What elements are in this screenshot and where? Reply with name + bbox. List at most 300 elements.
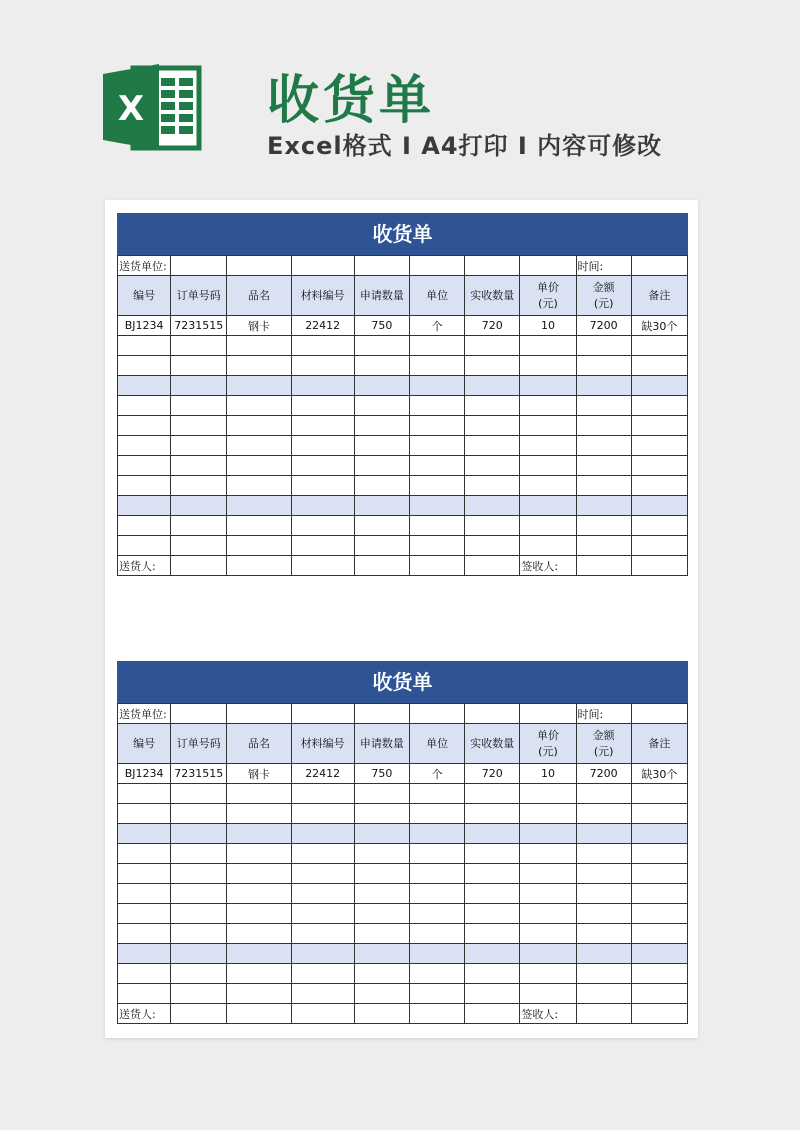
table-cell[interactable]: 7231515: [171, 316, 227, 336]
table-cell[interactable]: [227, 784, 291, 804]
table-cell[interactable]: [354, 844, 409, 864]
table-cell[interactable]: [576, 824, 631, 844]
table-cell[interactable]: [631, 844, 687, 864]
table-cell[interactable]: [118, 496, 171, 516]
table-cell[interactable]: [354, 924, 409, 944]
time-label[interactable]: 时间:: [576, 704, 631, 724]
table-cell[interactable]: [465, 336, 520, 356]
table-cell[interactable]: 钢卡: [227, 316, 291, 336]
table-cell[interactable]: [291, 984, 354, 1004]
table-cell[interactable]: 7200: [576, 316, 631, 336]
table-cell[interactable]: [520, 436, 576, 456]
table-cell[interactable]: [631, 496, 687, 516]
table-cell[interactable]: [631, 336, 687, 356]
table-cell[interactable]: [118, 396, 171, 416]
table-cell[interactable]: [520, 924, 576, 944]
table-cell[interactable]: 750: [354, 764, 409, 784]
table-cell[interactable]: [291, 336, 354, 356]
table-cell[interactable]: [520, 804, 576, 824]
blank-cell[interactable]: [291, 556, 354, 576]
table-cell[interactable]: [227, 456, 291, 476]
table-cell[interactable]: [227, 376, 291, 396]
table-cell[interactable]: [291, 944, 354, 964]
table-cell[interactable]: [227, 924, 291, 944]
table-cell[interactable]: [291, 904, 354, 924]
table-cell[interactable]: [520, 356, 576, 376]
table-cell[interactable]: [354, 884, 409, 904]
receiver-label[interactable]: 签收人:: [520, 1004, 576, 1024]
table-cell[interactable]: [576, 884, 631, 904]
table-cell[interactable]: [520, 476, 576, 496]
table-cell[interactable]: [409, 516, 464, 536]
blank-cell[interactable]: [409, 1004, 464, 1024]
table-cell[interactable]: [354, 476, 409, 496]
table-cell[interactable]: [576, 784, 631, 804]
blank-cell[interactable]: [631, 556, 687, 576]
table-cell[interactable]: [291, 844, 354, 864]
table-cell[interactable]: [520, 396, 576, 416]
column-header: 金额 (元): [576, 276, 631, 316]
blank-cell[interactable]: [171, 556, 227, 576]
column-header: 金额 (元): [576, 724, 631, 764]
blank-cell[interactable]: [171, 1004, 227, 1024]
time-label[interactable]: 时间:: [576, 256, 631, 276]
table-cell[interactable]: [291, 536, 354, 556]
table-cell[interactable]: [118, 904, 171, 924]
blank-cell[interactable]: [409, 556, 464, 576]
table-cell[interactable]: [354, 904, 409, 924]
table-cell[interactable]: [227, 964, 291, 984]
blank-cell[interactable]: [576, 556, 631, 576]
table-cell[interactable]: [118, 864, 171, 884]
table-cell[interactable]: [171, 436, 227, 456]
table-cell[interactable]: [465, 496, 520, 516]
table-cell[interactable]: [631, 356, 687, 376]
table-cell[interactable]: [354, 336, 409, 356]
table-cell[interactable]: [465, 824, 520, 844]
table-cell[interactable]: [354, 396, 409, 416]
table-cell[interactable]: [171, 376, 227, 396]
table-cell[interactable]: 720: [465, 764, 520, 784]
table-row: [118, 964, 688, 984]
table-cell[interactable]: [118, 784, 171, 804]
table-cell[interactable]: [631, 904, 687, 924]
table-cell[interactable]: [171, 964, 227, 984]
table-cell[interactable]: [291, 476, 354, 496]
table-cell[interactable]: [520, 496, 576, 516]
table-cell[interactable]: [631, 984, 687, 1004]
table-cell[interactable]: [291, 416, 354, 436]
table-cell[interactable]: [171, 804, 227, 824]
table-cell[interactable]: [576, 436, 631, 456]
table-cell[interactable]: [227, 844, 291, 864]
table-cell[interactable]: [118, 416, 171, 436]
table-cell[interactable]: [576, 496, 631, 516]
table-cell[interactable]: [520, 944, 576, 964]
table-cell[interactable]: [465, 784, 520, 804]
table-cell[interactable]: [409, 436, 464, 456]
table-cell[interactable]: [409, 476, 464, 496]
table-cell[interactable]: [631, 516, 687, 536]
table-cell[interactable]: [576, 396, 631, 416]
table-cell[interactable]: [409, 884, 464, 904]
table-cell[interactable]: [576, 944, 631, 964]
table-cell[interactable]: [227, 904, 291, 924]
blank-cell[interactable]: [465, 1004, 520, 1024]
table-cell[interactable]: [576, 416, 631, 436]
table-cell[interactable]: [354, 436, 409, 456]
column-header: 编号: [118, 276, 171, 316]
table-cell[interactable]: [118, 516, 171, 536]
blank-cell[interactable]: [465, 256, 520, 276]
column-header: 编号: [118, 724, 171, 764]
table-cell[interactable]: [576, 376, 631, 396]
table-cell[interactable]: [631, 824, 687, 844]
table-cell[interactable]: [227, 984, 291, 1004]
table-cell[interactable]: [576, 516, 631, 536]
table-cell[interactable]: [409, 924, 464, 944]
table-cell[interactable]: 缺30个: [631, 764, 687, 784]
table-cell[interactable]: [291, 884, 354, 904]
table-cell[interactable]: 个: [409, 764, 464, 784]
table-row: [118, 884, 688, 904]
table-cell[interactable]: [291, 516, 354, 536]
table-cell[interactable]: 7231515: [171, 764, 227, 784]
blank-cell[interactable]: [291, 1004, 354, 1024]
table-cell[interactable]: [171, 864, 227, 884]
excel-icon: [103, 62, 207, 152]
table-cell[interactable]: [465, 844, 520, 864]
table-cell[interactable]: [631, 784, 687, 804]
table-cell[interactable]: [520, 864, 576, 884]
table-cell[interactable]: 7200: [576, 764, 631, 784]
sender-label[interactable]: 送货人:: [118, 556, 171, 576]
table-cell[interactable]: [409, 964, 464, 984]
table-cell[interactable]: [171, 904, 227, 924]
table-row: [118, 784, 688, 804]
table-cell[interactable]: 750: [354, 316, 409, 336]
blank-cell[interactable]: [171, 256, 227, 276]
table-cell[interactable]: [576, 804, 631, 824]
table-row: [118, 904, 688, 924]
table-cell[interactable]: [576, 864, 631, 884]
table-cell[interactable]: [354, 456, 409, 476]
table-cell[interactable]: [409, 824, 464, 844]
table-cell[interactable]: [465, 864, 520, 884]
table-cell[interactable]: [465, 456, 520, 476]
table-cell[interactable]: [409, 804, 464, 824]
table-cell[interactable]: [171, 536, 227, 556]
table-cell[interactable]: [465, 436, 520, 456]
blank-cell[interactable]: [227, 256, 291, 276]
receiver-label[interactable]: 签收人:: [520, 556, 576, 576]
table-cell[interactable]: [409, 784, 464, 804]
table-cell[interactable]: [171, 824, 227, 844]
table-cell[interactable]: [465, 416, 520, 436]
table-cell[interactable]: [291, 496, 354, 516]
column-header: 申请数量: [354, 276, 409, 316]
receipt-form: [117, 661, 688, 1024]
table-cell[interactable]: 钢卡: [227, 764, 291, 784]
table-cell[interactable]: [227, 536, 291, 556]
sender-unit-label[interactable]: 送货单位:: [118, 704, 171, 724]
table-cell[interactable]: [118, 476, 171, 496]
table-cell[interactable]: [171, 396, 227, 416]
blank-cell[interactable]: [354, 1004, 409, 1024]
table-cell[interactable]: 720: [465, 316, 520, 336]
table-cell[interactable]: [171, 496, 227, 516]
table-cell[interactable]: [465, 376, 520, 396]
table-cell[interactable]: [227, 944, 291, 964]
table-cell[interactable]: [631, 456, 687, 476]
table-cell[interactable]: [520, 884, 576, 904]
table-cell[interactable]: [171, 944, 227, 964]
table-cell[interactable]: [520, 516, 576, 536]
table-cell[interactable]: [576, 924, 631, 944]
table-cell[interactable]: 22412: [291, 316, 354, 336]
table-cell[interactable]: [354, 984, 409, 1004]
table-cell[interactable]: [576, 476, 631, 496]
table-row: [118, 764, 688, 784]
blank-cell[interactable]: [354, 556, 409, 576]
table-cell[interactable]: [118, 944, 171, 964]
table-cell[interactable]: [576, 336, 631, 356]
table-cell[interactable]: [409, 536, 464, 556]
table-cell[interactable]: [227, 436, 291, 456]
table-cell[interactable]: [409, 416, 464, 436]
sender-unit-label[interactable]: 送货单位:: [118, 256, 171, 276]
blank-cell[interactable]: [171, 704, 227, 724]
table-cell[interactable]: [118, 336, 171, 356]
table-cell[interactable]: [227, 396, 291, 416]
blank-cell[interactable]: [520, 256, 576, 276]
table-cell[interactable]: [520, 784, 576, 804]
table-cell[interactable]: [291, 964, 354, 984]
table-cell[interactable]: [465, 516, 520, 536]
table-cell[interactable]: [227, 884, 291, 904]
table-cell[interactable]: [520, 416, 576, 436]
table-cell[interactable]: [227, 804, 291, 824]
blank-cell[interactable]: [291, 256, 354, 276]
table-cell[interactable]: [631, 436, 687, 456]
table-cell[interactable]: [118, 804, 171, 824]
blank-cell[interactable]: [354, 704, 409, 724]
table-cell[interactable]: [409, 864, 464, 884]
table-cell[interactable]: [520, 376, 576, 396]
table-cell[interactable]: [354, 784, 409, 804]
table-cell[interactable]: [118, 984, 171, 1004]
blank-cell[interactable]: [576, 1004, 631, 1024]
table-cell[interactable]: [409, 496, 464, 516]
table-cell[interactable]: [465, 964, 520, 984]
table-cell[interactable]: [409, 376, 464, 396]
table-cell[interactable]: [171, 356, 227, 376]
table-cell[interactable]: [354, 416, 409, 436]
table-cell[interactable]: [465, 984, 520, 1004]
table-cell[interactable]: [631, 964, 687, 984]
table-cell[interactable]: [118, 884, 171, 904]
column-header: 材料编号: [291, 276, 354, 316]
table-cell[interactable]: [520, 904, 576, 924]
table-cell[interactable]: [354, 536, 409, 556]
table-cell[interactable]: [465, 924, 520, 944]
table-cell[interactable]: [291, 396, 354, 416]
table-cell[interactable]: [631, 396, 687, 416]
sender-label[interactable]: 送货人:: [118, 1004, 171, 1024]
blank-cell[interactable]: [631, 1004, 687, 1024]
table-cell[interactable]: [631, 804, 687, 824]
blank-cell[interactable]: [227, 556, 291, 576]
table-cell[interactable]: [354, 964, 409, 984]
table-cell[interactable]: [520, 456, 576, 476]
table-cell[interactable]: [171, 336, 227, 356]
table-cell[interactable]: [227, 356, 291, 376]
blank-cell[interactable]: [291, 704, 354, 724]
table-cell[interactable]: [520, 984, 576, 1004]
table-cell[interactable]: [409, 456, 464, 476]
table-cell[interactable]: [354, 516, 409, 536]
table-cell[interactable]: [118, 456, 171, 476]
table-cell[interactable]: [227, 824, 291, 844]
table-cell[interactable]: [576, 844, 631, 864]
blank-cell[interactable]: [227, 1004, 291, 1024]
table-cell[interactable]: [576, 456, 631, 476]
table-cell[interactable]: 缺30个: [631, 316, 687, 336]
blank-cell[interactable]: [227, 704, 291, 724]
table-cell[interactable]: [118, 536, 171, 556]
table-cell[interactable]: [171, 476, 227, 496]
table-cell[interactable]: [631, 944, 687, 964]
table-cell[interactable]: [520, 964, 576, 984]
blank-cell[interactable]: [465, 556, 520, 576]
table-cell[interactable]: [576, 964, 631, 984]
table-cell[interactable]: [354, 376, 409, 396]
table-cell[interactable]: 10: [520, 764, 576, 784]
table-cell[interactable]: [118, 376, 171, 396]
table-cell[interactable]: [227, 496, 291, 516]
table-row: [118, 924, 688, 944]
table-cell[interactable]: [520, 536, 576, 556]
table-cell[interactable]: [118, 924, 171, 944]
table-cell[interactable]: [291, 924, 354, 944]
table-cell[interactable]: BJ1234: [118, 316, 171, 336]
table-cell[interactable]: [631, 924, 687, 944]
table-cell[interactable]: [227, 516, 291, 536]
table-cell[interactable]: [171, 844, 227, 864]
table-row: [118, 356, 688, 376]
table-cell[interactable]: [118, 356, 171, 376]
blank-cell[interactable]: [354, 256, 409, 276]
blank-cell[interactable]: [409, 256, 464, 276]
table-cell[interactable]: [171, 784, 227, 804]
table-cell[interactable]: [520, 844, 576, 864]
table-row: [118, 316, 688, 336]
table-cell[interactable]: [409, 396, 464, 416]
table-cell[interactable]: [291, 864, 354, 884]
table-cell[interactable]: [409, 904, 464, 924]
table-cell[interactable]: [118, 436, 171, 456]
table-cell[interactable]: [227, 336, 291, 356]
table-cell[interactable]: [227, 476, 291, 496]
table-cell[interactable]: [631, 416, 687, 436]
table-cell[interactable]: [171, 924, 227, 944]
table-cell[interactable]: [291, 376, 354, 396]
table-cell[interactable]: 个: [409, 316, 464, 336]
table-cell[interactable]: [465, 904, 520, 924]
table-cell[interactable]: [576, 356, 631, 376]
table-cell[interactable]: [631, 376, 687, 396]
table-cell[interactable]: [118, 964, 171, 984]
table-cell[interactable]: [291, 784, 354, 804]
table-cell[interactable]: [631, 536, 687, 556]
table-cell[interactable]: [631, 864, 687, 884]
table-cell[interactable]: [409, 336, 464, 356]
table-cell[interactable]: [409, 356, 464, 376]
table-cell[interactable]: [631, 884, 687, 904]
table-cell[interactable]: [409, 984, 464, 1004]
table-cell[interactable]: [354, 824, 409, 844]
table-cell[interactable]: [171, 416, 227, 436]
table-cell[interactable]: [465, 396, 520, 416]
table-cell[interactable]: [291, 456, 354, 476]
table-cell[interactable]: [291, 824, 354, 844]
table-cell[interactable]: [465, 944, 520, 964]
table-cell[interactable]: [118, 824, 171, 844]
table-cell[interactable]: [227, 416, 291, 436]
table-cell[interactable]: [291, 436, 354, 456]
table-cell[interactable]: 10: [520, 316, 576, 336]
table-row: [118, 436, 688, 456]
table-cell[interactable]: [576, 984, 631, 1004]
blank-cell[interactable]: [465, 704, 520, 724]
table-cell[interactable]: [465, 356, 520, 376]
table-cell[interactable]: [171, 984, 227, 1004]
blank-cell[interactable]: [631, 704, 687, 724]
table-cell[interactable]: [354, 944, 409, 964]
table-cell[interactable]: [291, 356, 354, 376]
table-cell[interactable]: [291, 804, 354, 824]
table-cell[interactable]: [631, 476, 687, 496]
table-cell[interactable]: [354, 356, 409, 376]
table-cell[interactable]: [576, 536, 631, 556]
table-cell[interactable]: [227, 864, 291, 884]
table-cell[interactable]: [118, 844, 171, 864]
blank-cell[interactable]: [631, 256, 687, 276]
table-cell[interactable]: [171, 516, 227, 536]
table-cell[interactable]: [576, 904, 631, 924]
blank-cell[interactable]: [520, 704, 576, 724]
table-cell[interactable]: [520, 824, 576, 844]
table-cell[interactable]: [465, 884, 520, 904]
table-row: [118, 844, 688, 864]
blank-cell[interactable]: [409, 704, 464, 724]
table-cell[interactable]: 22412: [291, 764, 354, 784]
table-cell[interactable]: [465, 536, 520, 556]
table-cell[interactable]: [354, 804, 409, 824]
table-cell[interactable]: [171, 884, 227, 904]
table-cell[interactable]: [465, 804, 520, 824]
table-cell[interactable]: BJ1234: [118, 764, 171, 784]
table-cell[interactable]: [354, 496, 409, 516]
table-row: [118, 456, 688, 476]
table-cell[interactable]: [171, 456, 227, 476]
table-cell[interactable]: [465, 476, 520, 496]
table-cell[interactable]: [354, 864, 409, 884]
table-cell[interactable]: [409, 944, 464, 964]
table-cell[interactable]: [409, 844, 464, 864]
table-cell[interactable]: [520, 336, 576, 356]
column-header: 材料编号: [291, 724, 354, 764]
